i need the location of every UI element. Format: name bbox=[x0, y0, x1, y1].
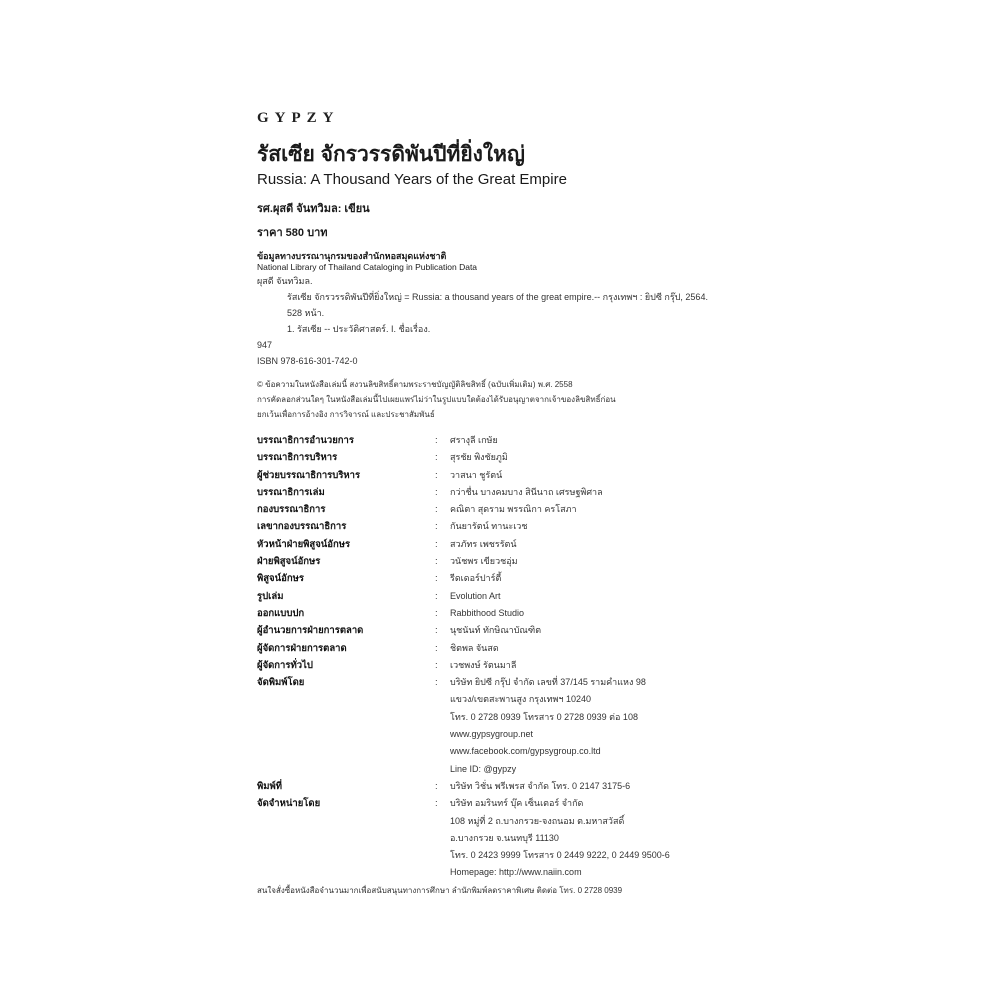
credit-row bbox=[257, 813, 670, 830]
credit-row bbox=[257, 830, 670, 847]
credit-separator: : bbox=[435, 538, 438, 550]
credit-row bbox=[257, 847, 670, 864]
cip-isbn: ISBN 978-616-301-742-0 bbox=[257, 356, 358, 366]
author-line: รศ.ผุสดี จันทวิมล: เขียน bbox=[257, 203, 370, 215]
cip-line: รัสเซีย จักรวรรดิพันปีที่ยิ่งใหญ่ = Russia: a thousand years of the great empire.-- กรุงเทพฯ : ยิปซี กรุ๊ป, 2564. bbox=[287, 292, 708, 302]
copyright-line: © ข้อความในหนังสือเล่มนี้ สงวนลิขสิทธิ์ตามพระราชบัญญัติลิขสิทธิ์ (ฉบับเพิ่มเติม) พ.ศ. 2558 bbox=[257, 380, 573, 389]
credit-row bbox=[257, 467, 670, 484]
credit-role: ออกแบบปก bbox=[257, 607, 305, 619]
credit-role bbox=[257, 864, 435, 881]
credit-value: รีดเดอร์ปาร์ตี้ bbox=[450, 573, 502, 584]
credit-value: อ.บางกรวย จ.นนทบุรี 11130 bbox=[450, 832, 559, 843]
credit-value: www.gypsygroup.net bbox=[450, 729, 534, 740]
credit-role bbox=[257, 830, 435, 847]
credit-value: โทร. 0 2423 9999 โทรสาร 0 2449 9222, 0 2449 9500-6 bbox=[450, 850, 670, 861]
credit-value: วาสนา ชูรัตน์ bbox=[450, 469, 503, 480]
credit-role: จัดพิมพ์โดย bbox=[257, 677, 305, 689]
credit-role: เลขากองบรรณาธิการ bbox=[257, 521, 347, 533]
credit-row bbox=[257, 795, 670, 812]
imprint-page bbox=[257, 110, 977, 882]
credit-row bbox=[257, 640, 670, 657]
credit-row bbox=[257, 484, 670, 501]
credit-value: Homepage: http://www.naiin.com bbox=[450, 867, 582, 878]
credit-value: Evolution Art bbox=[450, 590, 501, 601]
credit-value: สวภัทร เพชรรัตน์ bbox=[450, 538, 517, 549]
credit-value: Rabbithood Studio bbox=[450, 607, 525, 618]
credit-value: เวชพงษ์ รัตนมาลี bbox=[450, 659, 517, 670]
credit-separator bbox=[435, 691, 450, 708]
credit-row bbox=[257, 501, 670, 518]
cip-line: 947 bbox=[257, 340, 273, 350]
book-title-thai: รัสเซีย จักรวรรดิพันปีที่ยิ่งใหญ่ bbox=[257, 143, 525, 166]
credit-role: พิสูจน์อักษร bbox=[257, 573, 304, 585]
copyright-notice bbox=[257, 377, 977, 422]
credit-role bbox=[257, 761, 435, 778]
credit-separator bbox=[435, 864, 450, 881]
credit-value: กันยารัตน์ ทานะเวช bbox=[450, 521, 528, 532]
credit-role bbox=[257, 691, 435, 708]
credit-separator: : bbox=[435, 607, 438, 619]
cip-line: ผุสดี จันทวิมล. bbox=[257, 276, 313, 286]
credit-role: หัวหน้าฝ่ายพิสูจน์อักษร bbox=[257, 538, 351, 550]
credit-row bbox=[257, 622, 670, 639]
cip-line: 528 หน้า. bbox=[287, 308, 325, 318]
credit-row bbox=[257, 449, 670, 466]
credit-row bbox=[257, 536, 670, 553]
credits-table bbox=[257, 432, 670, 882]
credit-separator bbox=[435, 761, 450, 778]
credit-row bbox=[257, 553, 670, 570]
credit-value: โทร. 0 2728 0939 โทรสาร 0 2728 0939 ต่อ 108 bbox=[450, 711, 638, 722]
credit-separator bbox=[435, 847, 450, 864]
credit-row bbox=[257, 518, 670, 535]
credit-separator: : bbox=[435, 556, 438, 568]
cip-heading-english: National Library of Thailand Cataloging in Publication Data bbox=[257, 262, 478, 272]
credit-row bbox=[257, 674, 670, 691]
credit-separator bbox=[435, 830, 450, 847]
credit-row bbox=[257, 691, 670, 708]
credit-separator: : bbox=[435, 677, 438, 689]
credit-value: บริษัท อมรินทร์ บุ๊ค เซ็นเตอร์ จำกัด bbox=[450, 798, 584, 809]
credit-separator: : bbox=[435, 486, 438, 498]
credit-separator: : bbox=[435, 504, 438, 516]
credits-body bbox=[257, 432, 670, 882]
credit-row bbox=[257, 864, 670, 881]
credit-role bbox=[257, 813, 435, 830]
credit-row bbox=[257, 761, 670, 778]
credit-separator: : bbox=[435, 573, 438, 585]
credit-role: จัดจำหน่ายโดย bbox=[257, 798, 321, 810]
credit-separator bbox=[435, 709, 450, 726]
credit-role bbox=[257, 743, 435, 760]
credit-row bbox=[257, 709, 670, 726]
credit-row bbox=[257, 588, 670, 605]
credit-separator bbox=[435, 743, 450, 760]
credit-separator: : bbox=[435, 435, 438, 446]
credit-separator bbox=[435, 813, 450, 830]
credit-role: ผู้อำนวยการฝ่ายการตลาด bbox=[257, 625, 364, 637]
credit-separator: : bbox=[435, 452, 438, 464]
credit-value: 108 หมู่ที่ 2 ถ.บางกรวย-จงถนอม ต.มหาสวัสดิ์ bbox=[450, 815, 625, 826]
credit-role: กองบรรณาธิการ bbox=[257, 504, 326, 516]
credit-row bbox=[257, 726, 670, 743]
credit-value: ศรางุลี เกษัย bbox=[450, 435, 498, 445]
credit-separator: : bbox=[435, 469, 438, 481]
credit-role: พิมพ์ที่ bbox=[257, 780, 283, 792]
credit-row bbox=[257, 605, 670, 622]
credit-role bbox=[257, 847, 435, 864]
credit-value: www.facebook.com/gypsygroup.co.ltd bbox=[450, 746, 601, 757]
credit-role: บรรณาธิการอำนวยการ bbox=[257, 435, 354, 446]
copyright-line: ยกเว้นเพื่อการอ้างอิง การวิจารณ์ และประชาสัมพันธ์ bbox=[257, 410, 435, 419]
credit-role bbox=[257, 709, 435, 726]
book-title-english: Russia: A Thousand Years of the Great Empire bbox=[257, 171, 567, 188]
credit-role bbox=[257, 726, 435, 743]
credit-role: รูปเล่ม bbox=[257, 590, 284, 602]
credit-role: ผู้จัดการฝ่ายการตลาด bbox=[257, 642, 347, 654]
credit-role: บรรณาธิการบริหาร bbox=[257, 452, 338, 464]
credit-value: วนัชพร เขียวชอุ่ม bbox=[450, 556, 518, 567]
credit-value: บริษัท วิชั่น พรีเพรส จำกัด โทร. 0 2147 3175-6 bbox=[450, 780, 631, 791]
credit-separator: : bbox=[435, 521, 438, 533]
credit-role: บรรณาธิการเล่ม bbox=[257, 486, 325, 498]
credit-value: บริษัท ยิปซี กรุ๊ป จำกัด เลขที่ 37/145 รามคำแหง 98 bbox=[450, 677, 646, 688]
publisher-logo: GYPZY bbox=[257, 110, 340, 126]
cip-heading-thai: ข้อมูลทางบรรณานุกรมของสำนักหอสมุดแห่งชาติ bbox=[257, 251, 447, 261]
credit-row bbox=[257, 657, 670, 674]
credit-separator: : bbox=[435, 780, 438, 792]
credit-value: สุรชัย พิงชัยภูมิ bbox=[450, 452, 508, 463]
cip-block bbox=[257, 273, 977, 369]
credit-role: ผู้ช่วยบรรณาธิการบริหาร bbox=[257, 469, 361, 481]
credit-value: Line ID: @gypzy bbox=[450, 763, 517, 774]
credit-separator: : bbox=[435, 642, 438, 654]
credit-role: ฝ่ายพิสูจน์อักษร bbox=[257, 556, 321, 568]
footer-note: สนใจสั่งซื้อหนังสือจำนวนมากเพื่อสนับสนุนทางการศึกษา ลำนักพิมพ์ลดราคาพิเศษ ติดต่อ โทร. 0 2728 0939 bbox=[257, 886, 623, 895]
credit-value: ชิตพล จันสด bbox=[450, 642, 499, 653]
credit-row bbox=[257, 743, 670, 760]
credit-value: นุชนันท์ ทักษิณาบัณฑิต bbox=[450, 625, 542, 636]
copyright-line: การคัดลอกส่วนใดๆ ในหนังสือเล่มนี้ไปเผยแพร่ไม่ว่าในรูปแบบใดต้องได้รับอนุญาตจากเจ้าของลิขสิทธิ์ก่อน bbox=[257, 395, 616, 404]
credit-row bbox=[257, 570, 670, 587]
cip-line: 1. รัสเซีย -- ประวัติศาสตร์. I. ชื่อเรื่อง. bbox=[287, 324, 431, 334]
credit-separator: : bbox=[435, 798, 438, 810]
credit-separator: : bbox=[435, 659, 438, 671]
price-line: ราคา 580 บาท bbox=[257, 227, 328, 239]
credit-separator: : bbox=[435, 625, 438, 637]
credit-row bbox=[257, 778, 670, 795]
credit-role: ผู้จัดการทั่วไป bbox=[257, 659, 313, 671]
credit-separator: : bbox=[435, 590, 438, 602]
credit-value: คณิตา สุดราม พรรณิกา ครโสภา bbox=[450, 504, 577, 515]
credit-row bbox=[257, 432, 670, 449]
credit-separator bbox=[435, 726, 450, 743]
credit-value: แขวง/เขตสะพานสูง กรุงเทพฯ 10240 bbox=[450, 694, 592, 705]
credit-value: กว่าชื่น บางคมบาง สินีนาถ เศรษฐพิศาล bbox=[450, 486, 603, 497]
